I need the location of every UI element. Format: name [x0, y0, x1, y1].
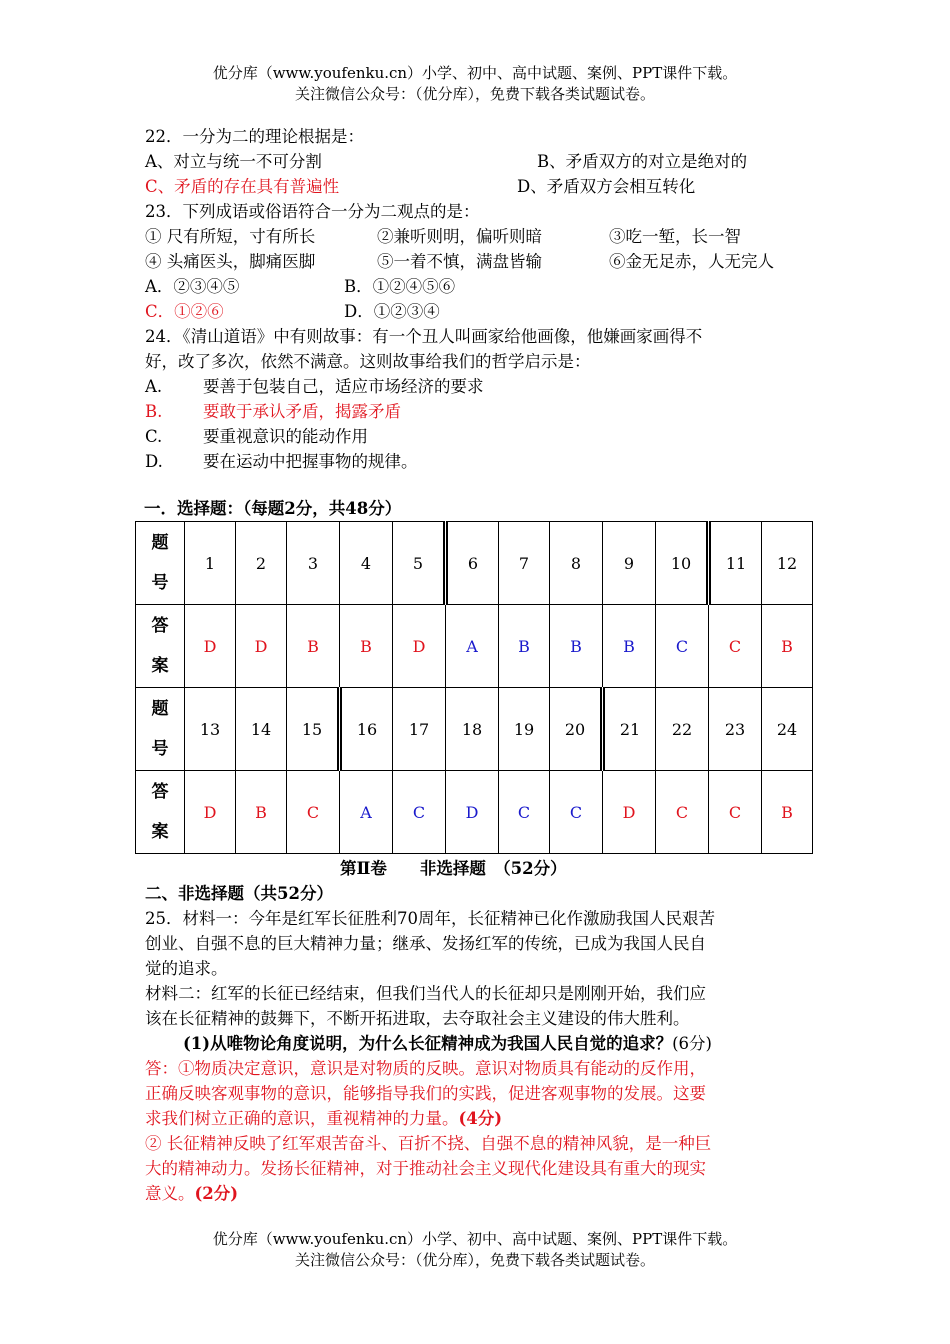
answer-cell: D [185, 605, 236, 688]
num-cell: 3 [287, 522, 340, 605]
q25-material1-line-3: 觉的追求。 [145, 959, 228, 978]
q24-option-b: 要敢于承认矛盾，揭露矛盾 [203, 402, 401, 421]
answer-cell: B [762, 605, 813, 688]
answer-cell: B [550, 605, 603, 688]
section2-title: 二、非选择题（共52分） [145, 884, 333, 903]
q25-question-1-text: (1)从唯物论角度说明，为什么长征精神成为我国人民自觉的追求？ [183, 1034, 673, 1053]
num-cell: 18 [446, 688, 499, 771]
answer-cell: B [603, 605, 656, 688]
q23-option-c: C．①②⑥ [145, 302, 224, 321]
num-cell: 7 [499, 522, 550, 605]
section1-title: 一．选择题：（每题2分，共48分） [144, 499, 402, 518]
answer-cell: D [185, 771, 236, 854]
q23-item-1: ① 尺有所短，寸有所长 [145, 227, 316, 246]
q25-question-1-score: (6分) [672, 1034, 712, 1053]
answer-cell: C [709, 605, 762, 688]
q22-option-b: B、矛盾双方的对立是绝对的 [537, 152, 748, 171]
answer-cell: B [762, 771, 813, 854]
num-cell: 11 [709, 522, 762, 605]
num-cell: 1 [185, 522, 236, 605]
num-cell: 4 [340, 522, 393, 605]
answer-table [135, 521, 813, 854]
q23-item-3: ③吃一堑，长一智 [609, 227, 741, 246]
answer-cell: D [236, 605, 287, 688]
answer-cell: B [340, 605, 393, 688]
q25-material1-line-2: 创业、自强不息的巨大精神力量；继承、发扬红军的传统，已成为我国人民自 [145, 934, 706, 953]
q25-answer1-line-1: 答：①物质决定意识，意识是对物质的反映。意识对物质具有能动的反作用， [145, 1059, 706, 1078]
q22-option-a: A、对立与统一不可分割 [145, 152, 322, 171]
q23-item-2: ②兼听则明，偏听则暗 [377, 227, 542, 246]
num-cell: 9 [603, 522, 656, 605]
page-footer [0, 1229, 950, 1271]
answer-cell: B [499, 605, 550, 688]
answer-cell: D [603, 771, 656, 854]
q24-option-b-letter: B. [145, 402, 163, 421]
q23-item-4: ④ 头痛医头，脚痛医脚 [145, 252, 316, 271]
answer-cell: C [550, 771, 603, 854]
table-row-answers-1 [136, 605, 813, 688]
num-cell: 17 [393, 688, 446, 771]
q24-stem-line-1: 24．《清山道语》中有则故事：有一个丑人叫画家给他画像，他嫌画家画得不 [145, 327, 703, 346]
answer-cell: A [446, 605, 499, 688]
num-cell: 13 [185, 688, 236, 771]
page-header [0, 63, 950, 105]
num-label-cell: 题 号 [136, 522, 185, 605]
num-cell: 8 [550, 522, 603, 605]
num-cell: 10 [656, 522, 709, 605]
q22-option-c: C、矛盾的存在具有普遍性 [145, 177, 340, 196]
answer-cell: C [656, 605, 709, 688]
q23-stem: 23．下列成语或俗语符合一分为二观点的是： [145, 202, 480, 221]
q23-item-6: ⑥金无足赤，人无完人 [609, 252, 774, 271]
q25-answer2-line-3 [145, 1182, 238, 1206]
num-cell: 2 [236, 522, 287, 605]
answer-cell: C [393, 771, 446, 854]
q25-answer2-text: 意义。 [145, 1184, 195, 1203]
q25-answer1-text: 求我们树立正确的意识，重视精神的力量。 [145, 1109, 459, 1128]
q25-question-1 [183, 1032, 712, 1056]
answer-cell: C [499, 771, 550, 854]
answer-cell: C [656, 771, 709, 854]
q25-answer1-line-3 [145, 1107, 502, 1131]
q24-option-a: 要善于包装自己，适应市场经济的要求 [203, 377, 484, 396]
answer-cell: D [393, 605, 446, 688]
q23-option-d: D．①②③④ [344, 302, 440, 321]
num-cell: 16 [340, 688, 393, 771]
num-cell: 12 [762, 522, 813, 605]
table-row-numbers-2 [136, 688, 813, 771]
q25-material1-line-1: 25．材料一：今年是红军长征胜利70周年，长征精神已化作激励我国人民艰苦 [145, 909, 715, 928]
q25-answer2-score: (2分) [194, 1184, 239, 1203]
footer-line-2: 关注微信公众号：（优分库），免费下载各类试题试卷。 [294, 1251, 655, 1269]
ans-label-cell: 答 案 [136, 605, 185, 688]
answer-cell: C [287, 771, 340, 854]
q24-option-c: 要重视意识的能动作用 [203, 427, 368, 446]
q24-stem-line-2: 好，改了多次，依然不满意。这则故事给我们的哲学启示是： [145, 352, 591, 371]
ans-label-cell: 答 案 [136, 771, 185, 854]
num-cell: 6 [446, 522, 499, 605]
num-cell: 15 [287, 688, 340, 771]
table-row-numbers-1 [136, 522, 813, 605]
header-line-2: 关注微信公众号：（优分库），免费下载各类试题试卷。 [294, 85, 655, 103]
table-row-answers-2 [136, 771, 813, 854]
q25-material2-line-1: 材料二：红军的长征已经结束，但我们当代人的长征却只是刚刚开始，我们应 [145, 984, 706, 1003]
q22-option-d: D、矛盾双方会相互转化 [517, 177, 696, 196]
q25-answer2-line-2: 大的精神动力。发扬长征精神，对于推动社会主义现代化建设具有重大的现实 [145, 1159, 706, 1178]
q25-answer2-line-1: ② 长征精神反映了红军艰苦奋斗、百折不挠、自强不息的精神风貌，是一种巨 [145, 1134, 712, 1153]
num-label-cell: 题 号 [136, 688, 185, 771]
header-line-1: 优分库（www.youfenku.cn）小学、初中、高中试题、案例、PPT课件下载。 [212, 64, 738, 82]
q24-option-d-letter: D. [145, 452, 163, 471]
answer-cell: A [340, 771, 393, 854]
q22-stem: 22．一分为二的理论根据是： [145, 127, 364, 146]
num-cell: 21 [603, 688, 656, 771]
answer-cell: D [446, 771, 499, 854]
num-cell: 20 [550, 688, 603, 771]
q25-answer1-score: (4分) [458, 1109, 503, 1128]
q24-option-d: 要在运动中把握事物的规律。 [203, 452, 418, 471]
q24-option-c-letter: C. [145, 427, 163, 446]
answer-cell: B [236, 771, 287, 854]
q24-option-a-letter: A. [145, 377, 163, 396]
answer-cell: C [709, 771, 762, 854]
num-cell: 23 [709, 688, 762, 771]
q25-material2-line-2: 该在长征精神的鼓舞下，不断开拓进取，去夺取社会主义建设的伟大胜利。 [145, 1009, 690, 1028]
q23-option-b: B．①②④⑤⑥ [344, 277, 456, 296]
num-cell: 14 [236, 688, 287, 771]
footer-line-1: 优分库（www.youfenku.cn）小学、初中、高中试题、案例、PPT课件下载。 [212, 1230, 738, 1248]
num-cell: 24 [762, 688, 813, 771]
q23-option-a: A．②③④⑤ [145, 277, 240, 296]
q23-item-5: ⑤一着不慎，满盘皆输 [377, 252, 542, 271]
q25-answer1-line-2: 正确反映客观事物的意识，能够指导我们的实践，促进客观事物的发展。这要 [145, 1084, 706, 1103]
num-cell: 5 [393, 522, 446, 605]
num-cell: 19 [499, 688, 550, 771]
num-cell: 22 [656, 688, 709, 771]
answer-cell: B [287, 605, 340, 688]
part2-title: 第Ⅱ卷 非选择题 （52分） [340, 859, 567, 878]
